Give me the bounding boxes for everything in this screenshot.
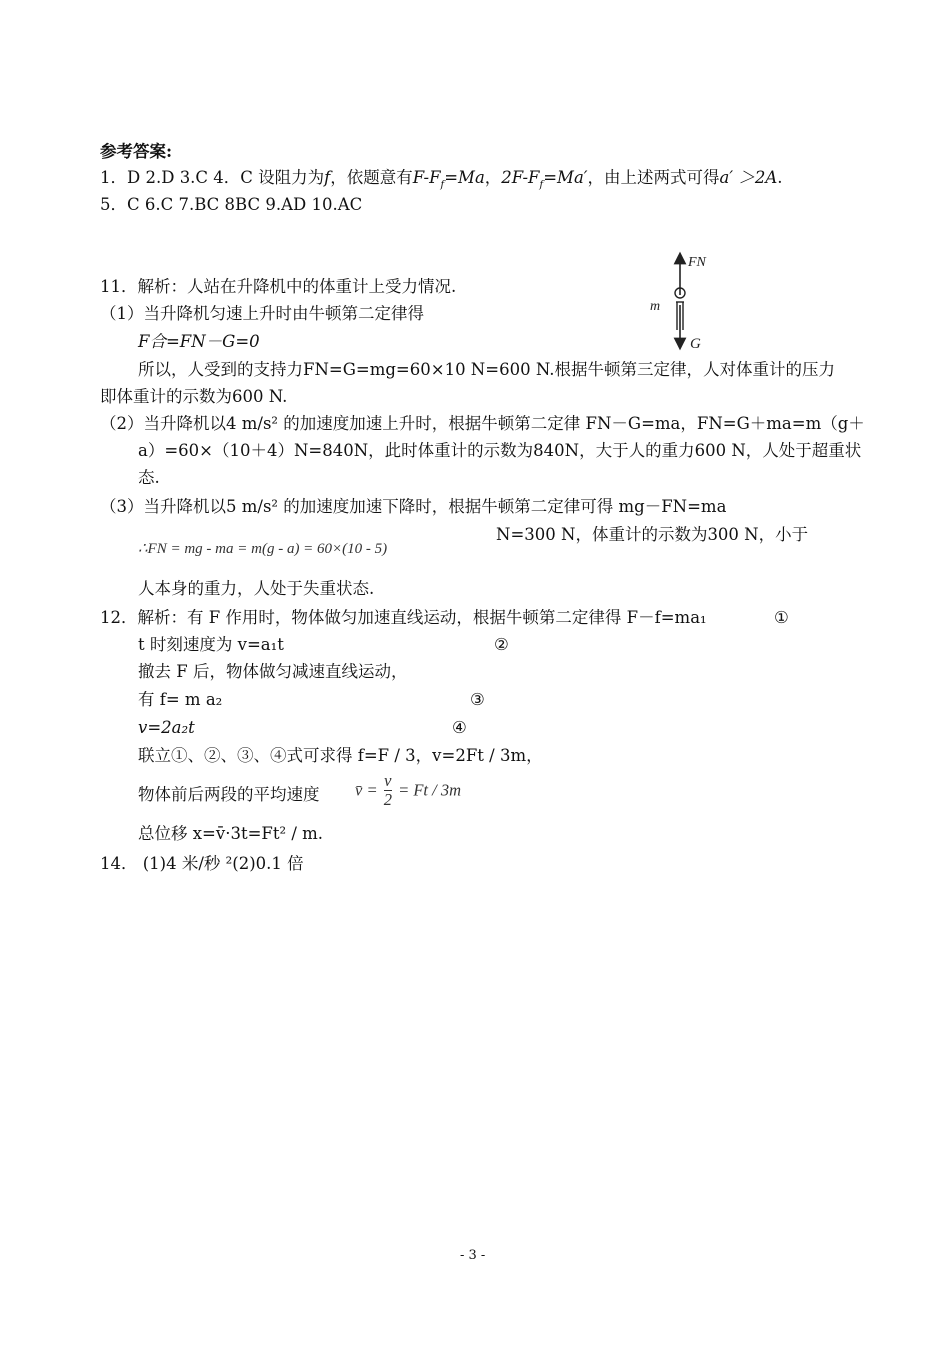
q12-displacement: 总位移 x=v̄·3t=Ft² / m. bbox=[138, 824, 324, 843]
answers-line-2: 5．C 6.C 7.BC 8BC 9.AD 10.AC bbox=[100, 195, 363, 214]
q11-part3-line-1: （3）当升降机以5 m/s² 的加速度加速下降时，根据牛顿第二定律可得 mg－FN=ma bbox=[100, 497, 727, 516]
q12-eq-2: t 时刻速度为 v=a₁t bbox=[138, 635, 284, 654]
q11-intro: 11．解析：人站在升降机中的体重计上受力情况. bbox=[100, 277, 457, 296]
q12-mark-2: ② bbox=[494, 635, 509, 654]
q11-part3-result: N=300 N，体重计的示数为300 N，小于 bbox=[496, 525, 809, 544]
q14-answer: 14． (1)4 米/秒 ²(2)0.1 倍 bbox=[100, 854, 304, 873]
q11-part1-text: 所以，人受到的支持力FN=G=mg=60×10 N=600 N.根据牛顿第三定律，人对体重计的压力 bbox=[138, 360, 835, 379]
q11-part3-formula: ∴FN = mg - ma = m(g - a) = 60×(10 - 5) bbox=[138, 541, 388, 557]
answers-line-1: 1．D 2.D 3.C 4．C 设阻力为f，依题意有$F-F_f=Ma$，$2F-F_f=Ma'$，由上述两式可得a′ ＞2A. bbox=[100, 168, 783, 191]
q12-line-3: 撤去 F 后，物体做匀减速直线运动， bbox=[138, 662, 408, 681]
q11-part2-line-3: 态. bbox=[138, 468, 160, 487]
label-g: G bbox=[690, 336, 701, 352]
q12-eq-3: 有 f= m a₂ bbox=[138, 690, 223, 709]
q12-mark-3: ③ bbox=[470, 690, 485, 709]
q11-part3-line-3: 人本身的重力，人处于失重状态. bbox=[138, 579, 375, 598]
q12-mark-4: ④ bbox=[452, 718, 467, 737]
q11-part1-text-2: 即体重计的示数为600 N. bbox=[100, 387, 288, 406]
q11-part1-equation: F合=FN－G=0 bbox=[138, 332, 260, 351]
q12-average-formula: v̄ = $\frac{v}{2}$ = Ft / 3m bbox=[355, 771, 462, 809]
q12-eq-4: v=2a₂t bbox=[138, 718, 195, 737]
force-diagram bbox=[640, 250, 730, 356]
fraction: $\frac{v}{2}$ bbox=[383, 771, 392, 809]
q12-mark-1: ① bbox=[774, 608, 789, 627]
q12-average-text: 物体前后两段的平均速度 bbox=[138, 785, 320, 804]
q11-part2-line-1: （2）当升降机以4 m/s² 的加速度加速上升时，根据牛顿第二定律 FN－G=ma，FN=G＋ma=m（g＋ bbox=[100, 414, 865, 433]
q11-part2-line-2: a）=60×（10＋4）N=840N，此时体重计的示数为840N，大于人的重力600 N，人处于超重状 bbox=[138, 441, 862, 460]
q11-part1-title: （1）当升降机匀速上升时由牛顿第二定律得 bbox=[100, 304, 424, 323]
q12-intro: 12．解析：有 F 作用时，物体做匀加速直线运动，根据牛顿第二定律得 F－f=ma₁ bbox=[100, 608, 707, 627]
answers-heading: 参考答案: bbox=[100, 142, 173, 161]
label-m: m bbox=[650, 299, 661, 314]
page-number: - 3 - bbox=[460, 1248, 486, 1263]
q12-solve: 联立①、②、③、④式可求得 f=F / 3，v=2Ft / 3m， bbox=[138, 746, 543, 765]
label-fn: FN bbox=[688, 255, 706, 270]
